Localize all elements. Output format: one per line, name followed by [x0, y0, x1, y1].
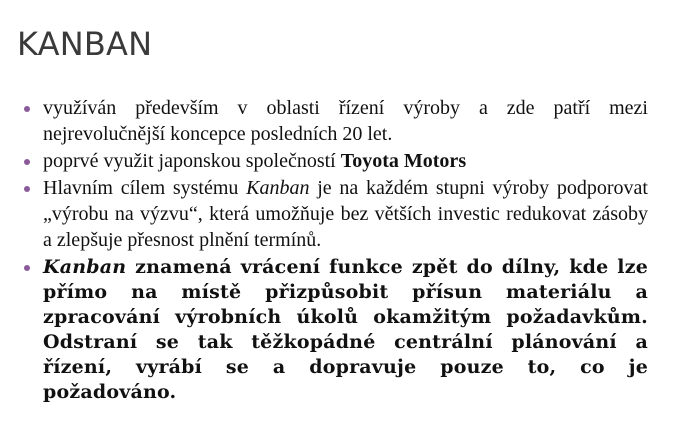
- bullet-text: využíván především v oblasti řízení výroby a zde patří mezi nejrevolučnější koncepce posledních 20 let.: [43, 97, 648, 145]
- company-name: Toyota Motors: [340, 150, 467, 172]
- slide-title: KANBAN: [17, 25, 153, 63]
- bullet-text: znamená vrácení funkce zpět do dílny, kde lze přímo na místě přizpůsobit přísun materiálu a zpracování výrobních úkolů okamžitým požadavkům. Odstraní se tak těžkopádné centrální plánování a řízení, vyrábí se a dopravuje pouze to, co je požadováno.: [43, 256, 648, 403]
- bullet-list: [24, 95, 648, 406]
- kanban-term: Kanban: [43, 256, 127, 278]
- bullet-item: [24, 175, 648, 253]
- bullet-item: [24, 95, 648, 147]
- bullet-text: Hlavním cílem systému: [43, 177, 247, 199]
- bullet-dot-icon: [24, 265, 30, 271]
- bullet-item-emphasized: [24, 255, 648, 405]
- bullet-dot-icon: [24, 106, 30, 112]
- kanban-term: Kanban: [246, 177, 310, 199]
- bullet-item: [24, 148, 648, 174]
- bullet-dot-icon: [24, 186, 30, 192]
- bullet-text: poprvé využit japonskou společností: [43, 150, 341, 172]
- bullet-text: je na každém stupni výroby podporovat „výrobu na výzvu“, která umožňuje bez větších investic redukovat zásoby a zlepšuje přesnost plnění termínů.: [43, 177, 648, 251]
- bullet-dot-icon: [24, 159, 30, 165]
